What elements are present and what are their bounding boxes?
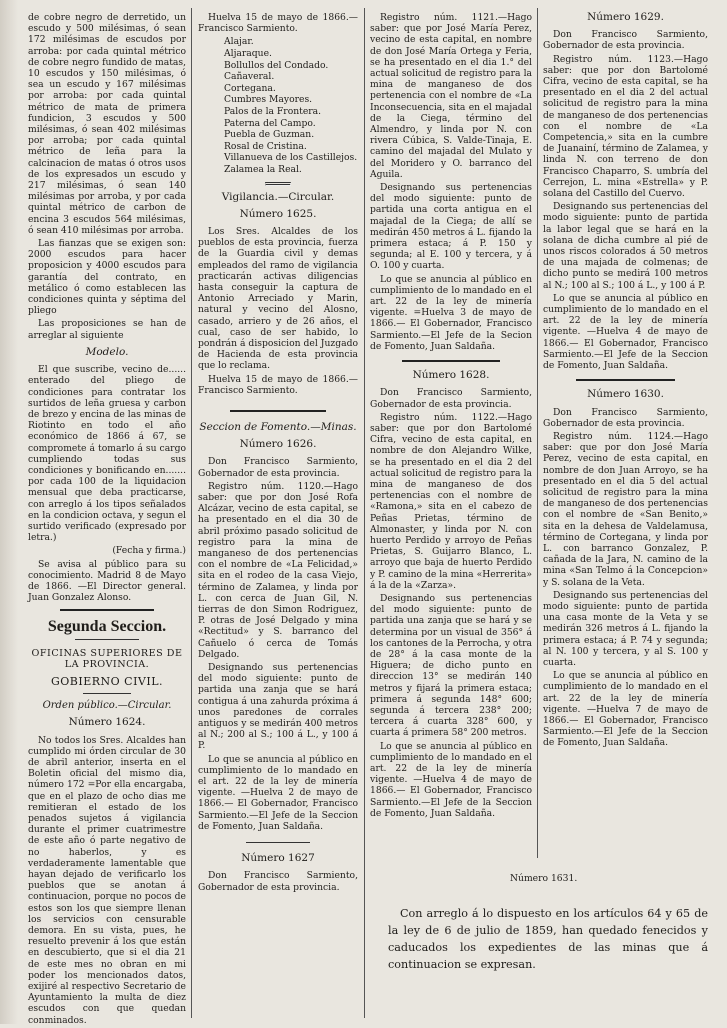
divider xyxy=(83,693,130,694)
column-rule xyxy=(364,8,365,1018)
town-item: Villanueva de los Castillejos. xyxy=(224,152,358,164)
paragraph: Designando sus pertenencias del modo siguiente: punto de partida la labor legal que se hará en la solana de dicha cumbre al pié de unos riscos colorados á 50 metros de una majada de colmenas; de dicho punto se medirá 100 metros al N.; 100 al S.; 100 á L., y 100 á P. xyxy=(543,201,708,291)
column-3 xyxy=(370,12,532,821)
paragraph: Designando sus pertenencias del modo siguiente: punto de partida una zanja que se hará contigua á una zahurda próxima á unos paredones de corrales antiguos y se medirán 400 metros al N.; 200 al S.; 100 á L., y 100 á P. xyxy=(198,662,358,752)
column-4 xyxy=(543,12,708,751)
subsection-title: GOBIERNO CIVIL. xyxy=(50,674,164,688)
divider xyxy=(576,379,675,381)
town-list xyxy=(224,36,358,175)
section-heading: Vigilancia.—Circular. xyxy=(221,190,335,203)
paragraph: Designando sus pertenencias del modo siguiente: punto de partida una corta antigua en el majadal de la Ciega; de allí se medirán 450 metros á L. fijando la primera estaca; á P. 150 y segunda; al E. 100 y tercera, y á O. 100 y cuarta. xyxy=(370,182,532,272)
paragraph: Don Francisco Sarmiento, Gobernador de esta provincia. xyxy=(543,406,708,429)
notice-number: Número 1631. xyxy=(510,873,578,884)
divider xyxy=(246,842,310,843)
notice-number: Número 1624. xyxy=(68,716,146,729)
paragraph: Designando sus pertenencias del modo siguiente: punto de partida una casa monte de la Veta y se medirán 326 metros á L. fijando la primera estaca; á P. 74 y segunda; al N. 100 y tercera, y al S. 100 y cuarta. xyxy=(543,589,708,668)
paragraph: Lo que se anuncia al público en cumplimiento de lo mandado en el art. 22 de la ley de minería vigente. —Huelva 4 de mayo de 1866.— El Gobernador, Francisco Sarmiento.—El Jefe de la Seccion de Fomento, Juan Saldaña. xyxy=(543,292,708,372)
subsection-title: OFICINAS SUPERIORES DE LA PROVINCIA. xyxy=(31,647,183,670)
town-item: Rosal de Cristina. xyxy=(224,140,307,152)
paragraph: Las fianzas que se exigen son: 2000 escudos para hacer proposicion y 4000 escudos para garantía del contrato, en metálico ó como establecen las condiciones quinta y séptima del pliego xyxy=(28,238,186,317)
paragraph: Registro núm. 1122.—Hago saber: que por don Bartolomé Cifra, vecino de esta capital, en nombre de don Alejandro Wilke, se ha presentado en el dia 2 del actual solicitud de registro para la mina de manganeso de dos pertenencias con el nombre de «Ramona,» sita en el cabezo de Peñas Prietas, término de Almonaster, y linda por N. con huerto Perdido y arroyo de Peñas Prietas, S. Guijarro Blanco, L. arroyo que baja de huerto Perdido y P. camino de la mina «Herrerita» á la de la «Zarza». xyxy=(370,411,532,591)
paragraph: El que suscribe, vecino de...... enterado del pliego de condiciones para contratar los surtidos de leña gruesa y carbon de brezo y encina de las minas de Riotinto en todo el año económico de 1866 á 67, se compromete á tomarlo á su cargo cumpliendo todas sus condiciones y bonificando en....... por cada 100 de la liquidacion mensual que deba practicarse, con arreglo á los tipos señalados en la condicion octava, y segun el surtido verificado (expresado por letra.) xyxy=(28,364,186,544)
paragraph: No todos los Sres. Alcaldes han cumplido mi órden circular de 30 de abril anterior, inserta en el Boletin oficial del mismo dia, número 172 =Por ella encargaba, que en el plazo de ocho dias me remitieran el estado de los penados sujetos á vigilancia durante el primer cuatrimestre de este año ó parte negativo de no haberlos, y es verdaderamente lamentable que hayan dejado de verificarlo los pueblos que se anotan á continuacion, porque no pocos de estos son los que siempre llenan los servicios con censurable demora. En su vista, pues, he resuelto prevenir á los que están en descubierto, que si el dia 21 de este mes no obran en mi poder los mencionados datos, exijiré al respectivo Secretario de Ayuntamiento la multa de diez escudos con que quedan conminados. xyxy=(28,734,186,1026)
paragraph: Don Francisco Sarmiento, Gobernador de esta provincia. xyxy=(198,456,358,479)
notice-number: Número 1629. xyxy=(587,11,664,23)
divider xyxy=(265,182,291,186)
town-item: Palos de la Frontera. xyxy=(224,105,322,117)
town-item: Paterna del Campo. xyxy=(224,117,316,129)
section-heading: Seccion de Fomento.—Minas. xyxy=(199,420,357,433)
paragraph: Las proposiciones se han de arreglar al siguiente xyxy=(28,318,186,341)
notice-number: Número 1628. xyxy=(412,369,490,382)
section-heading: Orden público.—Circular. xyxy=(42,700,172,712)
paragraph: Lo que se anuncia al público en cumplimiento de lo mandado en el art. 22 de la ley de minería vigente. =Huelva 3 de mayo de 1866.— El Gobernador, Francisco Sarmiento.—El Jefe de la Secion de Fomento, Juan Saldaña. xyxy=(370,273,532,352)
town-item: Zalamea la Real. xyxy=(224,163,302,175)
page-fold-shadow xyxy=(0,0,18,1024)
notice-number: Número 1630. xyxy=(587,388,664,401)
town-item: Cumbres Mayores. xyxy=(224,94,313,106)
paragraph: Designando sus pertenencias del modo siguiente: punto de partida una zanja que se hará y se determina por un visual de 356° á los cantones de la Perrocha, y otra de 28° á la casa monte de la Higuera; de dicho punto en direccion 13° se medirán 140 metros y fijará la primera estaca; primera á segunda 148° 600; segunda á tercera 238° 200; tercera á cuarta 328° 600, y cuarta á primera 58° 200 metros. xyxy=(370,592,532,739)
paragraph: Don Francisco Sarmiento, Gobernador de esta provincia. xyxy=(543,29,708,52)
town-item: Cañaveral. xyxy=(224,71,275,83)
town-item: Aljaraque. xyxy=(224,48,272,59)
paragraph: Registro núm. 1120.—Hago saber: que por don José Rofa Alcázar, vecino de esta capital, se ha presentado en el dia 30 de abril próximo pasado solicitud de registro para la mina de manganeso de dos pertenencias con el nombre de «La Felicidad,» sita en el rodeo de la casa Viejo, término de Zalamea, y linda por L. con cerca de Juan Gil, N. tierras de don Simon Rodriguez, P. otras de José Delgado y mina «Rectitud» y S. barranco del Cañuelo ó cerca de Tomás Delgado. xyxy=(198,480,358,660)
town-item: Alajar. xyxy=(224,36,254,48)
signature-line: (Fecha y firma.) xyxy=(112,545,186,557)
paragraph: Lo que se anuncia al público en cumplimiento de lo mandado en el art. 22 de la ley de minería vigente. —Huelva 4 de mayo de 1866.— El Gobernador, Francisco Sarmiento.—El Jefe de la Seccion de Fomento, Juan Saldaña. xyxy=(370,740,532,819)
expired-mines-notice: Con arreglo á lo dispuesto en los artículos 64 y 65 de la ley de 6 de julio de 1859, han quedado fenecidos y caducados los expedientes de las minas que á continuacion se expresan. xyxy=(388,907,708,971)
paragraph: Registro núm. 1123.—Hago saber: que por don Bartolomé Cifra, vecino de esta capital, se ha presentado en el dia 2 del actual solicitud de registro para la mina de manganeso de dos pertenencias con el nombre de «La Competencia,» sita en la cumbre de Juanainí, término de Zalamea, y linda N. con terreno de don Francisco Chaparro, S. umbría del Cerrejon, L. mina «Estrella» y P. solana del Castillo del Cuervo. xyxy=(543,53,708,200)
paragraph: de cobre negro de derretido, un escudo y 500 milésimas, ó sean 172 milésimas de escudos por arroba: por cada quintal métrico de cobre negro fundido de matas, 10 escudos y 150 milésimas, ó sea un escudo y 167 milésimas por arroba: por cada quintal métrico de mata de primera fundicion, 3 escudos y 500 milésimas, ó sean 402 milésimas por arroba; por cada quintal métrico de leña para la calcinacion de matas ó otros usos de los expresados un escudo y 217 milésimas, ó sean 140 milésimas por arroba, y por cada quintal métrico de carbon de encina 3 escudos 564 milésimas, ó sean 410 milésimas por arroba. xyxy=(28,12,186,236)
notice-number: Número 1625. xyxy=(239,207,317,220)
paragraph: Se avisa al público para su conocimiento. Madrid 8 de Mayo de 1866. —El Director general. Juan Gonzalez Alonso. xyxy=(28,558,186,604)
paragraph: Registro núm. 1124.—Hago saber: que por don José María Perez, vecino de esta capital, en nombre de don Juan Arroyo, se ha presentado en el dia 5 del actual solicitud de registro para la mina de manganeso de dos pertenencias con el nombre de «San Benito,» sita en la dehesa de Valdelamusa, término de Cortegana, y linda por L. con barranco Gonzalez, P. cañada de la Jara, N. camino de la mina «San Telmo á la Concepcion» y S. solana de la Veta. xyxy=(543,430,708,588)
column-rule xyxy=(537,8,538,858)
divider xyxy=(75,639,138,640)
paragraph: Registro núm. 1121.—Hago saber: que por José María Perez, vecino de esta capital, en nombre de don José María Ortega y Feria, se ha presentado en el dia 1.° del actual solicitud de registro para la mina de manganeso de dos pertenencia con el nombre de «La Inconsecuencia, sita en el majadal de la Ciega, término del Almendro, y linda por N. con rivera Cúbica, S. Valde-Tinaja, E. camino del majadal del Mulato y del Moridero y O. barranco del Aguila. xyxy=(370,12,532,180)
paragraph: Los Sres. Alcaldes de los pueblos de esta provincia, fuerza de la Guardia civil y demas empleados del ramo de vigilancia practicarán activas diligencias hasta conseguir la captura de Antonio Arreciado y Marin, natural y vecino del Alosno, casado, arriero y de 26 años, el cual, caso de ser habido, lo pondrán á disposicion del Juzgado de Hacienda de esta provincia que lo reclama. xyxy=(198,225,358,372)
notice-number: Número 1626. xyxy=(239,438,317,451)
divider xyxy=(230,410,326,412)
section-title: Segunda Seccion. xyxy=(47,618,167,636)
section-heading: Modelo. xyxy=(85,345,129,358)
town-item: Puebla de Guzman. xyxy=(224,129,315,141)
paragraph: Huelva 15 de mayo de 1866.— Francisco Sarmiento. xyxy=(198,12,358,35)
paragraph: Don Francisco Sarmiento, Gobernador de esta provincia. xyxy=(198,870,358,893)
divider xyxy=(402,360,499,362)
paragraph: Huelva 15 de mayo de 1866.— Francisco Sarmiento. xyxy=(198,373,358,396)
divider xyxy=(60,609,155,611)
column-1 xyxy=(28,12,186,1028)
town-item: Bollullos del Condado. xyxy=(224,59,329,71)
paragraph: Lo que se anuncia al público en cumplimiento de lo mandado en el art. 22 de la ley de minería vigente. —Huelva 7 de mayo de 1866.— El Gobernador, Francisco Sarmiento.—El Jefe de la Seccion de Fomento, Juan Saldaña. xyxy=(543,670,708,749)
paragraph: Lo que se anuncia al público en cumplimiento de lo mandado en el art. 22 de la ley de minería vigente. —Huelva 2 de mayo de 1866.— El Gobernador, Francisco Sarmiento.—El Jefe de la Seccion de Fomento, Juan Saldaña. xyxy=(198,753,358,832)
notice-number: Número 1627 xyxy=(241,852,315,865)
paragraph: Don Francisco Sarmiento, Gobernador de esta provincia. xyxy=(370,387,532,410)
town-item: Cortegana. xyxy=(224,82,276,94)
column-rule xyxy=(191,8,192,1018)
column-2 xyxy=(198,12,358,895)
